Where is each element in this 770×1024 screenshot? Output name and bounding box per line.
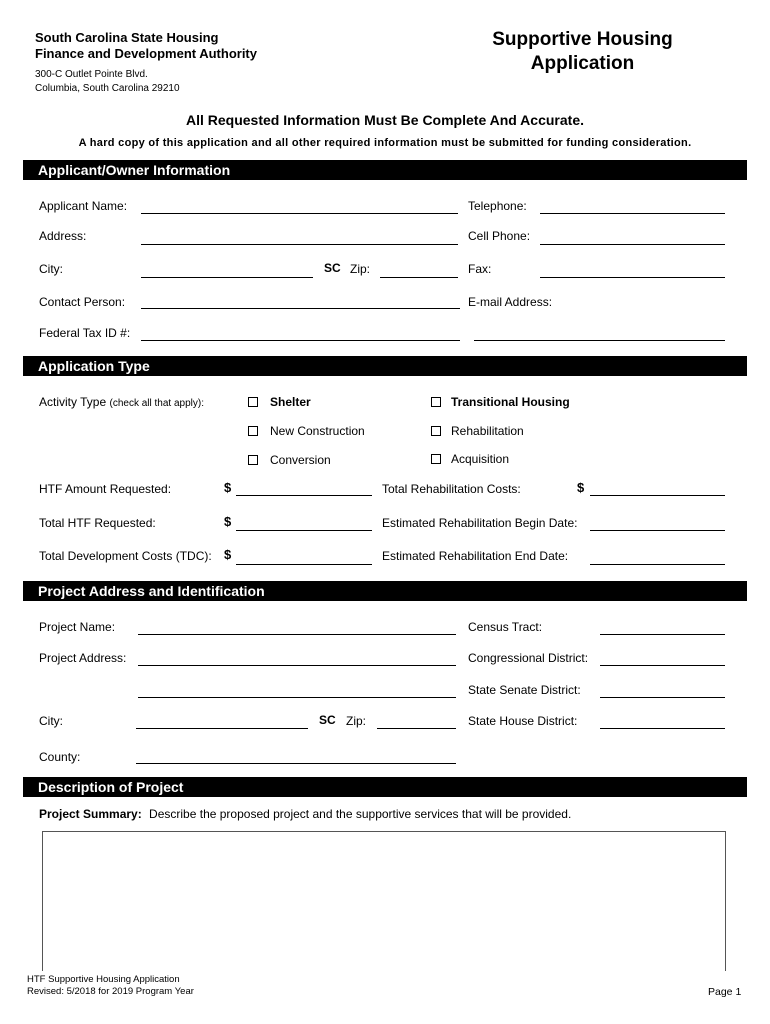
address-field[interactable]	[141, 244, 458, 245]
htf-amount-label: HTF Amount Requested:	[39, 482, 172, 496]
form-title-line2: Application	[530, 53, 635, 74]
checkbox-shelter[interactable]	[248, 395, 311, 409]
project-address-label: Project Address:	[39, 651, 127, 665]
congressional-district-field[interactable]	[600, 665, 725, 666]
tax-id-field[interactable]	[141, 340, 460, 341]
project-summary-textarea[interactable]	[42, 831, 726, 971]
applicant-name-label: Applicant Name:	[39, 199, 128, 213]
activity-type-text: Activity Type	[39, 395, 107, 409]
zip-field[interactable]	[380, 277, 458, 278]
agency-address-line1: 300-C Outlet Pointe Blvd.	[35, 69, 148, 80]
checkbox-acquisition-label: Acquisition	[451, 452, 510, 466]
county-field[interactable]	[136, 763, 456, 764]
cell-phone-label: Cell Phone:	[468, 229, 531, 243]
rehab-end-date-field[interactable]	[590, 564, 725, 565]
state-senate-district-field[interactable]	[600, 697, 725, 698]
checkbox-shelter-box[interactable]	[248, 397, 258, 407]
project-address-field[interactable]	[138, 665, 456, 666]
footer-info	[27, 974, 194, 998]
notice-main: All Requested Information Must Be Complete And Accurate.	[185, 112, 584, 128]
tax-id-label: Federal Tax ID #:	[39, 326, 131, 340]
state-senate-district-label: State Senate District:	[468, 683, 581, 697]
telephone-label: Telephone:	[468, 199, 527, 213]
section-project-header: Project Address and Identification	[23, 581, 747, 601]
project-zip-label: Zip:	[346, 714, 367, 728]
agency-name	[35, 30, 257, 62]
contact-person-field[interactable]	[141, 308, 460, 309]
checkbox-rehabilitation[interactable]	[431, 424, 524, 438]
notice-sub: A hard copy of this application and all other required information must be submitted for funding consideration.	[78, 137, 692, 149]
section-description-header: Description of Project	[23, 777, 747, 797]
rehab-begin-date-label: Estimated Rehabilitation Begin Date:	[382, 516, 578, 530]
agency-address	[35, 68, 180, 96]
checkbox-conversion-box[interactable]	[248, 455, 258, 465]
project-address-line2-field[interactable]	[138, 697, 456, 698]
congressional-district-label: Congressional District:	[468, 651, 589, 665]
project-summary-label: Project Summary:	[39, 807, 142, 821]
state-house-district-field[interactable]	[600, 728, 725, 729]
cell-phone-field[interactable]	[540, 244, 725, 245]
checkbox-rehabilitation-box[interactable]	[431, 426, 441, 436]
telephone-field[interactable]	[540, 213, 725, 214]
checkbox-rehabilitation-label: Rehabilitation	[451, 424, 524, 438]
email-field[interactable]	[474, 340, 725, 341]
checkbox-acquisition[interactable]	[431, 452, 509, 466]
total-htf-currency: $	[224, 514, 232, 529]
checkbox-transitional-housing-box[interactable]	[431, 397, 441, 407]
project-name-label: Project Name:	[39, 620, 116, 634]
state-label: SC	[324, 261, 341, 275]
rehab-costs-field[interactable]	[590, 495, 725, 496]
checkbox-new-construction-label: New Construction	[270, 424, 365, 438]
applicant-name-field[interactable]	[141, 213, 458, 214]
checkbox-acquisition-box[interactable]	[431, 454, 441, 464]
fax-label: Fax:	[468, 262, 492, 276]
project-summary-prompt	[39, 807, 571, 821]
section-application-type-header: Application Type	[23, 356, 747, 376]
address-label: Address:	[39, 229, 87, 243]
rehab-costs-currency: $	[577, 480, 585, 495]
checkbox-conversion-label: Conversion	[270, 453, 331, 467]
checkbox-conversion[interactable]	[248, 453, 331, 467]
total-htf-label: Total HTF Requested:	[39, 516, 156, 530]
city-field[interactable]	[141, 277, 313, 278]
agency-name-line1: South Carolina State Housing	[35, 30, 219, 45]
section-applicant-header: Applicant/Owner Information	[23, 160, 747, 180]
project-city-field[interactable]	[136, 728, 308, 729]
rehab-begin-date-field[interactable]	[590, 530, 725, 531]
fax-field[interactable]	[540, 277, 725, 278]
project-name-field[interactable]	[138, 634, 456, 635]
project-zip-field[interactable]	[377, 728, 456, 729]
tdc-currency: $	[224, 547, 232, 562]
checkbox-new-construction[interactable]	[248, 424, 365, 438]
rehab-costs-label: Total Rehabilitation Costs:	[382, 482, 521, 496]
tdc-label: Total Development Costs (TDC):	[39, 549, 212, 563]
census-tract-field[interactable]	[600, 634, 725, 635]
email-label: E-mail Address:	[468, 295, 553, 309]
form-title	[455, 28, 710, 76]
htf-amount-field[interactable]	[236, 495, 372, 496]
project-summary-text: Describe the proposed project and the supportive services that will be provided.	[149, 807, 572, 821]
rehab-end-date-label: Estimated Rehabilitation End Date:	[382, 549, 569, 563]
county-label: County:	[39, 750, 81, 764]
footer-line2: Revised: 5/2018 for 2019 Program Year	[27, 986, 194, 997]
checkbox-new-construction-box[interactable]	[248, 426, 258, 436]
zip-label: Zip:	[350, 262, 371, 276]
page-number: Page 1	[708, 986, 742, 998]
checkbox-transitional-housing-label: Transitional Housing	[451, 395, 570, 409]
total-htf-field[interactable]	[236, 530, 372, 531]
agency-name-line2: Finance and Development Authority	[35, 46, 257, 61]
project-state-label: SC	[319, 713, 336, 727]
checkbox-shelter-label: Shelter	[270, 395, 311, 409]
tdc-field[interactable]	[236, 564, 372, 565]
activity-type-label	[39, 395, 204, 411]
form-title-line1: Supportive Housing	[492, 29, 673, 50]
project-city-label: City:	[39, 714, 63, 728]
census-tract-label: Census Tract:	[468, 620, 543, 634]
checkbox-transitional-housing[interactable]	[431, 395, 570, 409]
contact-person-label: Contact Person:	[39, 295, 126, 309]
footer-line1: HTF Supportive Housing Application	[27, 974, 180, 985]
activity-type-note: (check all that apply):	[109, 398, 204, 409]
city-label: City:	[39, 262, 63, 276]
state-house-district-label: State House District:	[468, 714, 578, 728]
htf-amount-currency: $	[224, 480, 232, 495]
agency-address-line2: Columbia, South Carolina 29210	[35, 83, 180, 94]
